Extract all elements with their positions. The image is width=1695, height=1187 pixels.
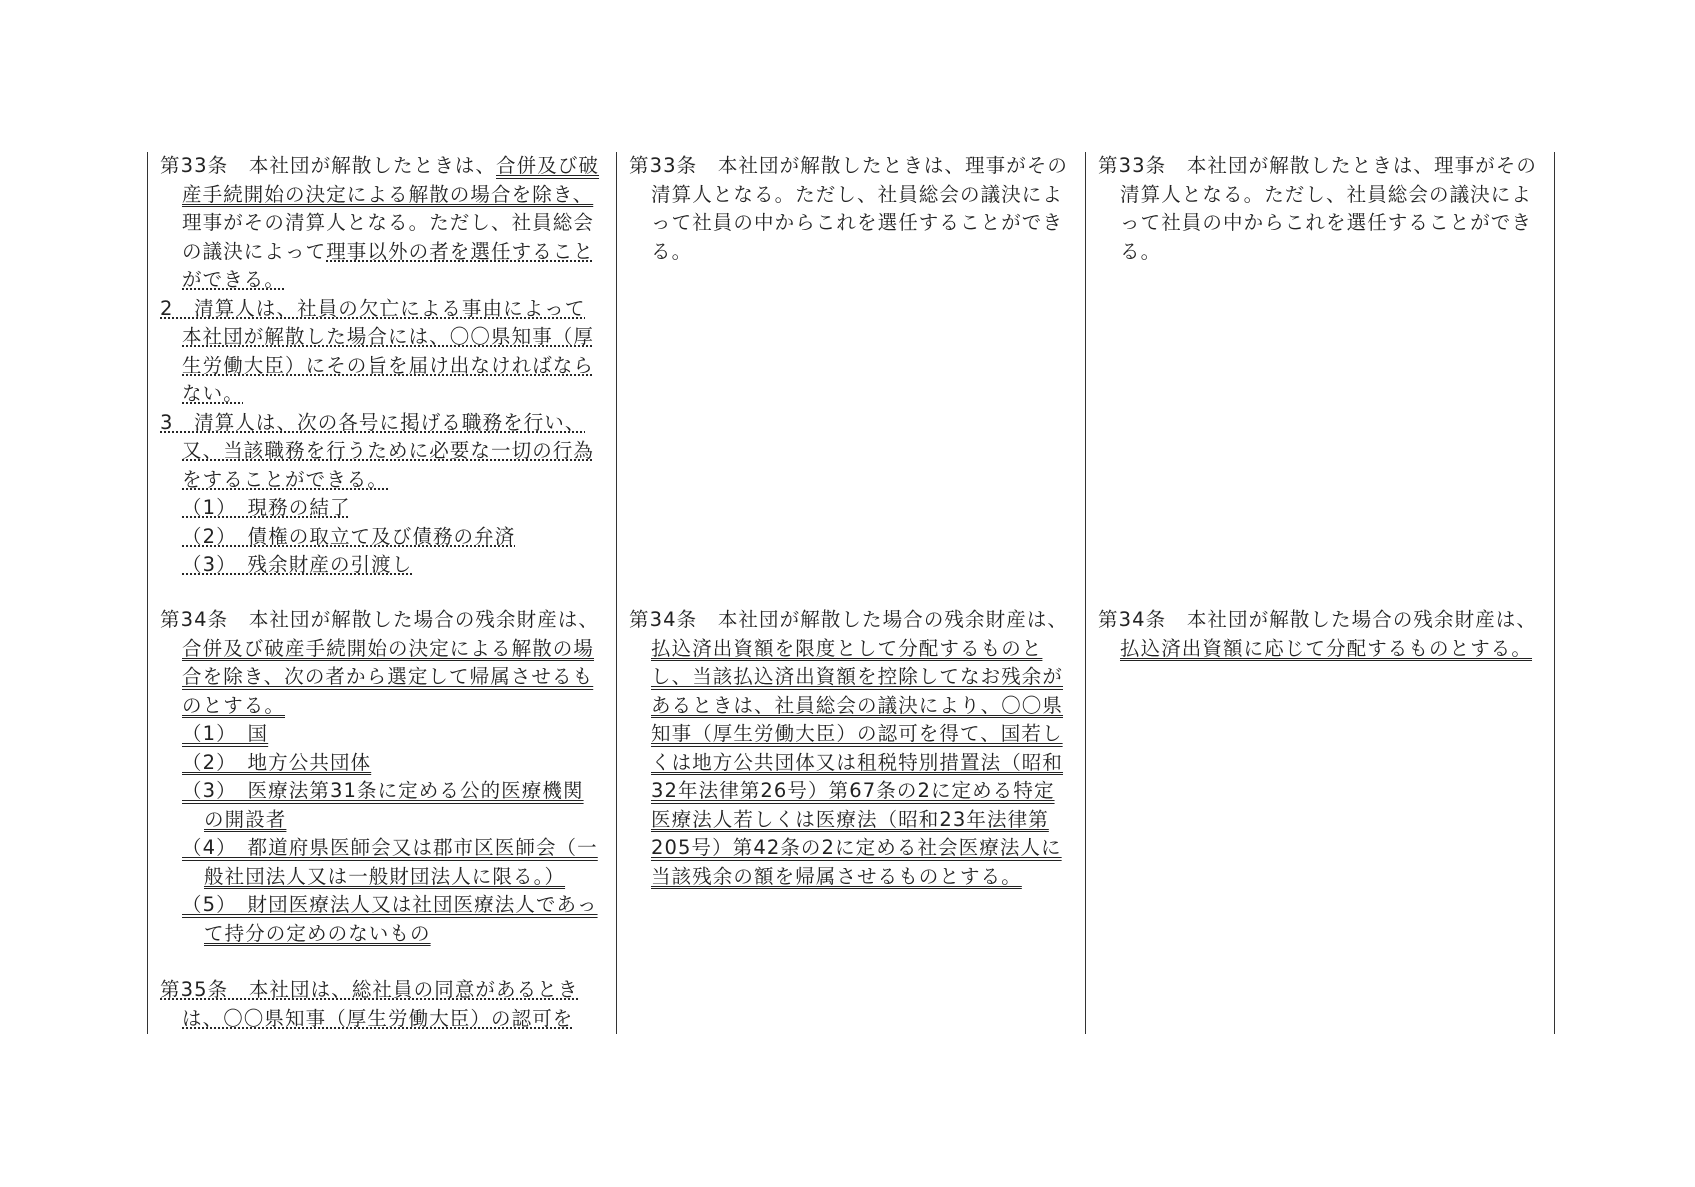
article-33-block [160, 152, 604, 580]
article-33-block [629, 152, 1073, 266]
article-33: 第33条 本社団が解散したときは、理事がその清算人となる。ただし、社員総会の議決によって社員の中からこれを選任することができる。 [1098, 154, 1538, 263]
article-34 [1098, 606, 1542, 663]
article-33-head: 第33条 本社団が解散したときは、 [160, 154, 497, 177]
article-33-para-2-text: 2 清算人は、社員の欠亡による事由によって本社団が解散した場合には、〇〇県知事（厚生労働大臣）にその旨を届け出なければならない。 [160, 296, 595, 405]
list-item [160, 551, 604, 580]
column-1 [147, 152, 616, 1034]
article-34-head: 第34条 本社団が解散した場合の残余財産は、 [1098, 608, 1538, 631]
article-33-rest: 理事がその清算人となる。ただし、社員総会の議決によって [182, 211, 595, 263]
article-33-para-3 [160, 409, 604, 495]
article-35 [160, 976, 604, 1033]
list-item-text: （2） 地方公共団体 [182, 750, 372, 774]
article-33 [160, 152, 604, 295]
article-34-block [629, 606, 1073, 891]
article-35-text: 第35条 本社団は、総社員の同意があるときは、〇〇県知事（厚生労働大臣）の認可を [160, 978, 579, 1030]
article-33-amend-1: 合併及び破産手続開始の決定による解散の場合を除き、 [182, 154, 600, 206]
list-item-text: （3） 医療法第31条に定める公的医療機関の開設者 [182, 779, 584, 831]
list-item [160, 891, 604, 948]
list-item [160, 720, 604, 749]
list-item [160, 749, 604, 778]
article-34-block [160, 606, 604, 948]
list-item [160, 523, 604, 552]
list-item-text: （5） 財団医療法人又は社団医療法人であって持分の定めのないもの [182, 893, 598, 945]
list-item [160, 777, 604, 834]
list-item-text: （1） 国 [182, 722, 269, 745]
article-34-amend: 合併及び破産手続開始の決定による解散の場合を除き、次の者から選定して帰属させるものとする。 [182, 636, 595, 717]
list-item-text: （4） 都道府県医師会又は郡市区医師会（一般社団法人又は一般財団法人に限る。） [182, 836, 598, 888]
article-33-para-2 [160, 295, 604, 409]
article-34-amend: 払込済出資額を限度として分配するものとし、当該払込済出資額を控除してなお残余があるときは、社員総会の議決により、〇〇県知事（厚生労働大臣）の認可を得て、国若しくは地方公共団体又は租税特別措置法（昭和32年法律第26号）第67条の2に定める特定医療法人若しくは医療法（昭和23年法律第205号）第42条の2に定める社会医療法人に当該残余の額を帰属させるものとする。 [651, 636, 1064, 888]
list-item [160, 834, 604, 891]
list-item [160, 494, 604, 523]
article-34 [629, 606, 1073, 891]
article-34-amend: 払込済出資額に応じて分配するものとする。 [1120, 636, 1533, 660]
list-item-text: （3） 残余財産の引渡し [182, 553, 413, 576]
article-35-block [160, 976, 604, 1033]
article-34-head: 第34条 本社団が解散した場合の残余財産は、 [160, 608, 600, 631]
column-3 [1085, 152, 1555, 1034]
article-33: 第33条 本社団が解散したときは、理事がその清算人となる。ただし、社員総会の議決によって社員の中からこれを選任することができる。 [629, 154, 1069, 263]
article-34-head: 第34条 本社団が解散した場合の残余財産は、 [629, 608, 1069, 631]
article-33-block [1098, 152, 1542, 266]
column-2 [616, 152, 1085, 1034]
article-34 [160, 606, 604, 720]
article-34-block [1098, 606, 1542, 663]
article-33-para-3-text: 3 清算人は、次の各号に掲げる職務を行い、又、当該職務を行うために必要な一切の行為をすることができる。 [160, 410, 595, 491]
list-item-text: （2） 債権の取立て及び債務の弁済 [182, 524, 516, 548]
article-33-amend-2: 理事以外の者を選任することができる。 [182, 239, 595, 291]
list-item-text: （1） 現務の結了 [182, 496, 351, 519]
